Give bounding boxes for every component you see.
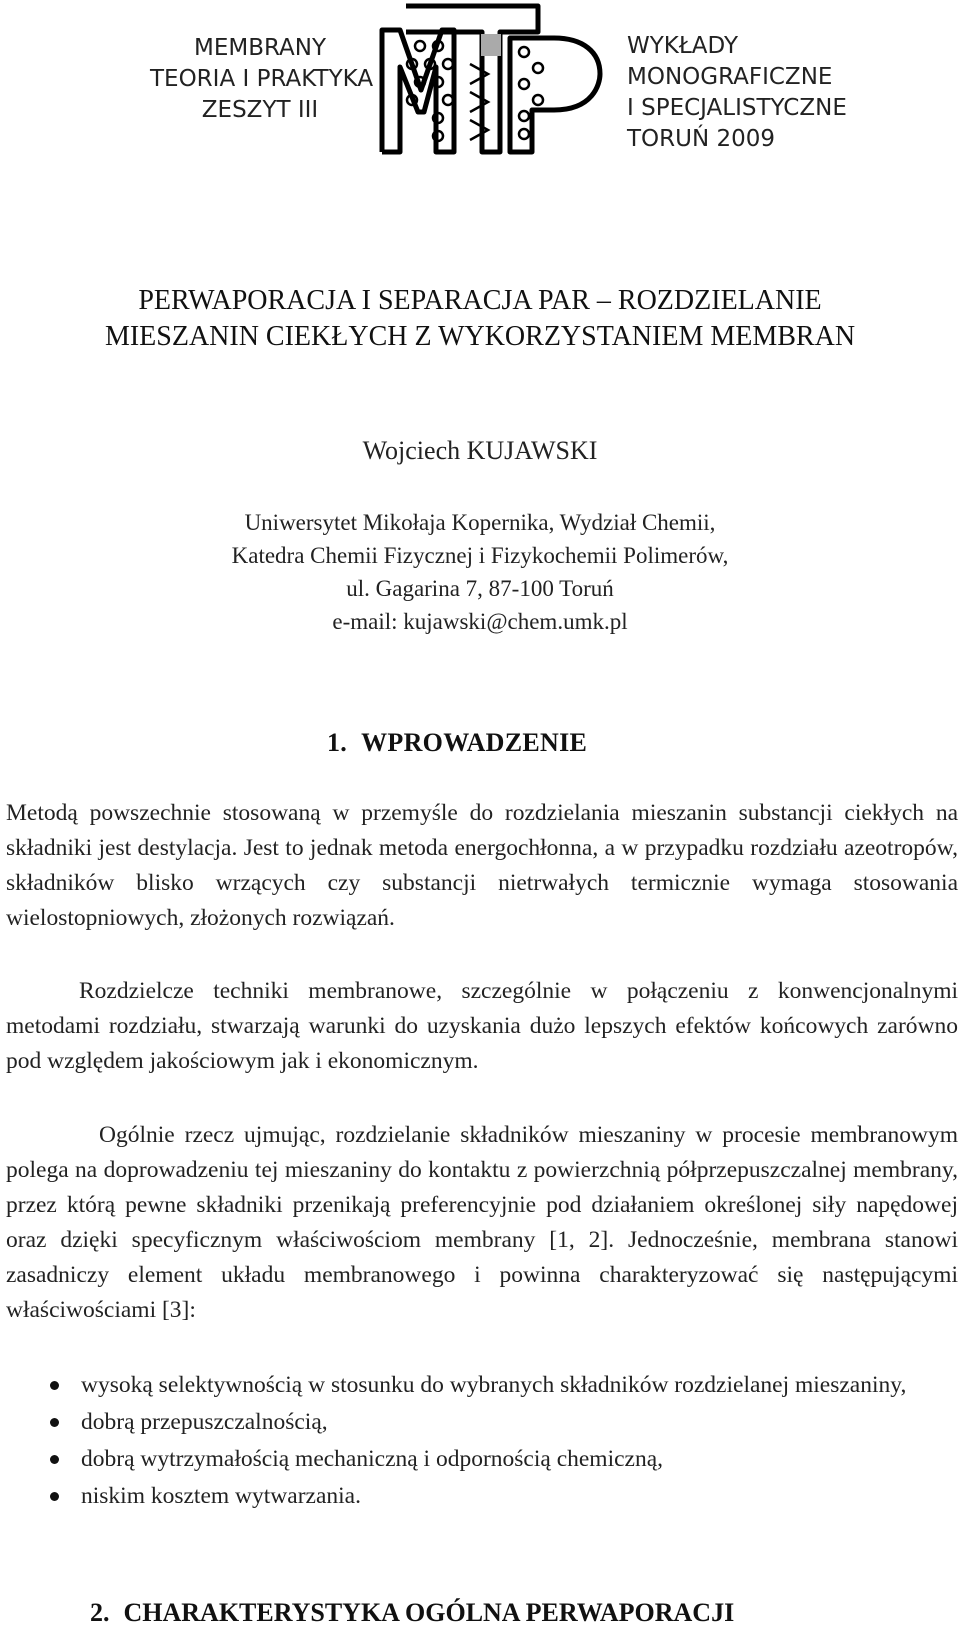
series-title-left bbox=[150, 33, 374, 126]
section-number: 1. bbox=[327, 728, 348, 757]
email-line: e-mail: kujawski@chem.umk.pl bbox=[332, 609, 628, 634]
list-item-text: dobrą przepuszczalnością, bbox=[81, 1409, 328, 1435]
bullet-icon bbox=[50, 1418, 59, 1427]
list-item-text: niskim kosztem wytwarzania. bbox=[81, 1483, 361, 1509]
series-line: ZESZYT III bbox=[201, 97, 319, 123]
affiliation-line: ul. Gagarina 7, 87-100 Toruń bbox=[346, 576, 614, 601]
body-paragraph: Ogólnie rzecz ujmując, rozdzielanie składników mieszaniny w procesie membranowym polega na doprowadzeniu tej mieszaniny do kontaktu z powierzchnią półprzepuszczalnej membrany, przez którą pewne składniki przenikają preferencyjnie pod działaniem określonej siły napędowej oraz dzięki specyficznym właściwościom membrany [1, 2]. Jednocześnie, membrana stanowi zasadniczy element układu membranowego i powinna charakteryzować się następującymi właściwościami [3]: bbox=[6, 1122, 958, 1323]
section-heading bbox=[327, 728, 587, 758]
affiliation-line: Uniwersytet Mikołaja Kopernika, Wydział Chemii, bbox=[244, 510, 716, 535]
affiliation bbox=[0, 506, 960, 638]
author-name: Wojciech KUJAWSKI bbox=[362, 436, 598, 465]
section-title: WPROWADZENIE bbox=[361, 728, 588, 757]
affiliation-line: Katedra Chemii Fizycznej i Fizykochemii Polimerów, bbox=[231, 543, 729, 568]
bullet-icon bbox=[50, 1455, 59, 1464]
list-item-text: wysoką selektywnością w stosunku do wybranych składników rozdzielanej mieszaniny, bbox=[81, 1372, 907, 1398]
body-paragraph: Rozdzielcze techniki membranowe, szczególnie w połączeniu z konwencjonalnymi metodami rozdziału, stwarzają warunki do uzyskania dużo lepszych efektów końcowych zarówno pod względem jakościowym jak i ekonomicznym. bbox=[6, 978, 958, 1074]
title-line: MIESZANIN CIEKŁYCH Z WYKORZYSTANIEM MEMBRAN bbox=[104, 321, 856, 352]
series-line: MONOGRAFICZNE bbox=[627, 64, 833, 90]
mtp-membrane-logo-icon bbox=[378, 2, 613, 159]
series-line: WYKŁADY bbox=[627, 33, 739, 59]
paper-title bbox=[0, 283, 960, 355]
series-line: MEMBRANY bbox=[193, 35, 327, 61]
series-line: TEORIA I PRAKTYKA bbox=[150, 66, 374, 92]
bullet-icon bbox=[50, 1492, 59, 1501]
title-line: PERWAPORACJA I SEPARACJA PAR – ROZDZIELANIE bbox=[138, 285, 822, 316]
section-number: 2. bbox=[90, 1598, 110, 1627]
list-item bbox=[50, 1368, 958, 1403]
list-item bbox=[50, 1442, 958, 1477]
list-item-text: dobrą wytrzymałością mechaniczną i odpornością chemiczną, bbox=[81, 1446, 664, 1472]
body-paragraph: Metodą powszechnie stosowaną w przemyśle do rozdzielania mieszanin substancji ciekłych na składniki jest destylacja. Jest to jednak metoda energochłonna, a w przypadku rozdziału azeotropów, składników blisko wrzących czy substancji nietrwałych termicznie wymaga stosowania wielostopniowych, złożonych rozwiązań. bbox=[6, 800, 958, 931]
series-line: TORUŃ 2009 bbox=[627, 126, 776, 152]
list-item bbox=[50, 1405, 958, 1440]
property-list bbox=[50, 1368, 958, 1516]
series-title-right bbox=[627, 31, 847, 155]
section-heading bbox=[90, 1598, 734, 1628]
bullet-icon bbox=[50, 1381, 59, 1390]
section-title: CHARAKTERYSTYKA OGÓLNA PERWAPORACJI bbox=[123, 1598, 735, 1627]
series-line: I SPECJALISTYCZNE bbox=[627, 95, 847, 121]
list-item bbox=[50, 1479, 958, 1514]
